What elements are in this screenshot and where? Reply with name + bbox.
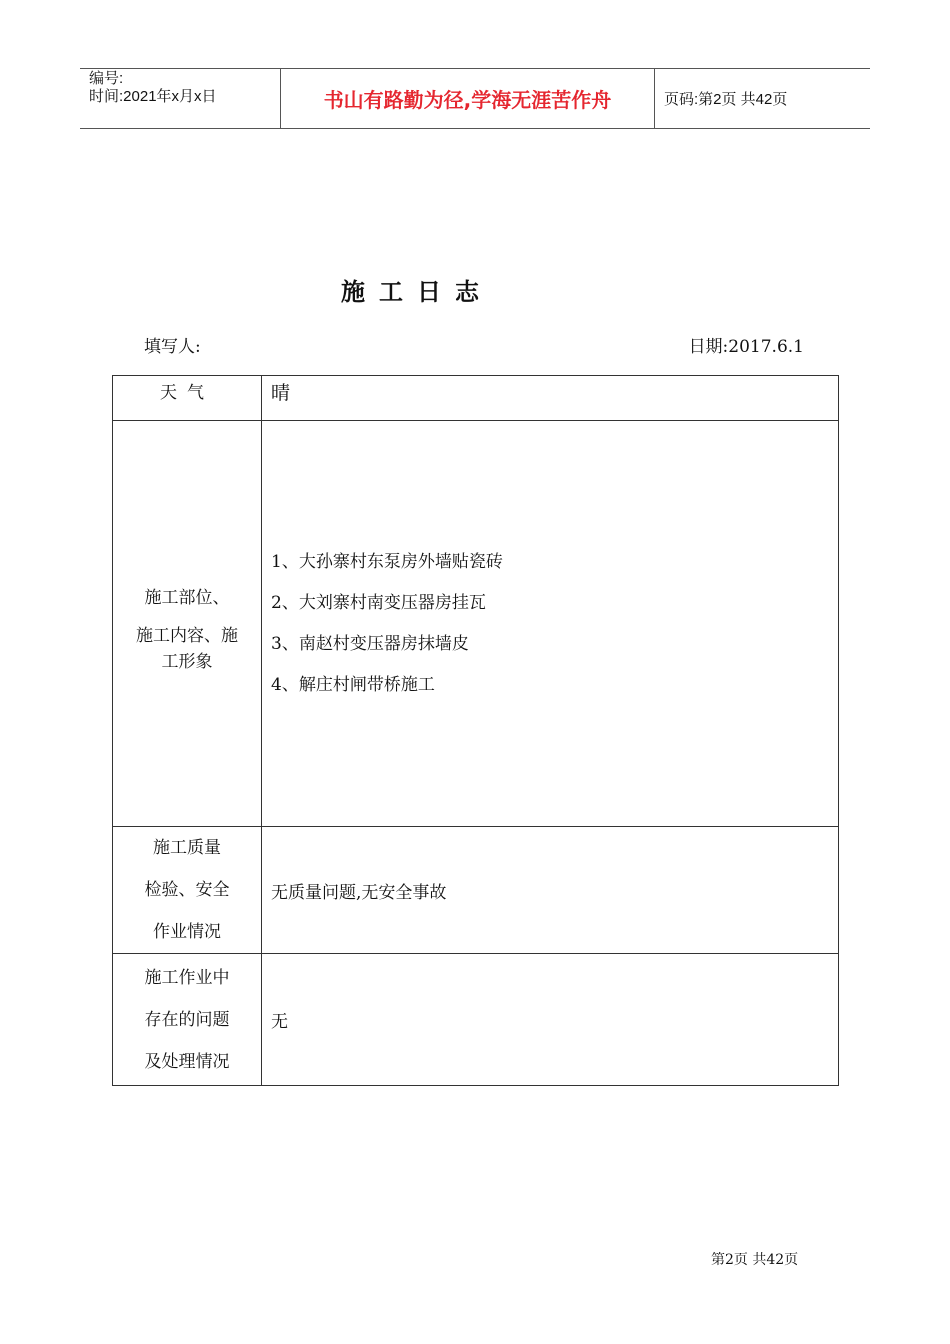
quality-label-line: 作业情况	[153, 922, 221, 942]
quality-row	[113, 827, 839, 954]
weather-label: 天气	[113, 376, 262, 421]
weather-value: 晴	[262, 376, 839, 421]
weather-row	[113, 376, 839, 421]
content-item: 2、大刘寨村南变压器房挂瓦	[271, 592, 486, 613]
content-row	[113, 421, 839, 827]
serial-label: 编号:	[89, 70, 124, 87]
writer-label: 填写人:	[144, 337, 201, 357]
content-items	[262, 421, 839, 827]
quality-value: 无质量问题,无安全事故	[262, 827, 839, 954]
issues-value: 无	[262, 954, 839, 1086]
content-label-line: 施工部位、	[144, 587, 230, 608]
header-info	[80, 69, 281, 128]
issues-label-line: 及处理情况	[144, 1051, 230, 1072]
time-label: 时间:2021年x月x日	[89, 88, 217, 105]
content-item: 4、解庄村闸带桥施工	[271, 674, 435, 695]
issues-row	[113, 954, 839, 1086]
issues-label	[113, 954, 262, 1086]
document-title: 施工日志	[341, 278, 493, 306]
content-item: 1、大孙寨村东泵房外墙贴瓷砖	[271, 551, 503, 572]
quality-label-line: 施工质量	[153, 838, 221, 858]
issues-label-line: 存在的问题	[144, 1009, 230, 1030]
content-label	[113, 421, 262, 827]
content-item: 3、南赵村变压器房抹墙皮	[271, 633, 469, 654]
construction-log-table	[112, 375, 839, 1086]
issues-label-line: 施工作业中	[144, 967, 230, 988]
page-header	[80, 68, 870, 129]
quality-label-line: 检验、安全	[144, 880, 230, 900]
content-label-line: 工形象	[161, 651, 213, 672]
page-footer: 第2页 共42页	[711, 1252, 799, 1268]
content-label-line: 施工内容、施	[136, 625, 238, 646]
page-number-label: 页码:第2页 共42页	[664, 91, 788, 108]
motto: 书山有路勤为径,学海无涯苦作舟	[281, 69, 655, 128]
date-label: 日期:2017.6.1	[688, 337, 804, 357]
quality-label	[113, 827, 262, 954]
